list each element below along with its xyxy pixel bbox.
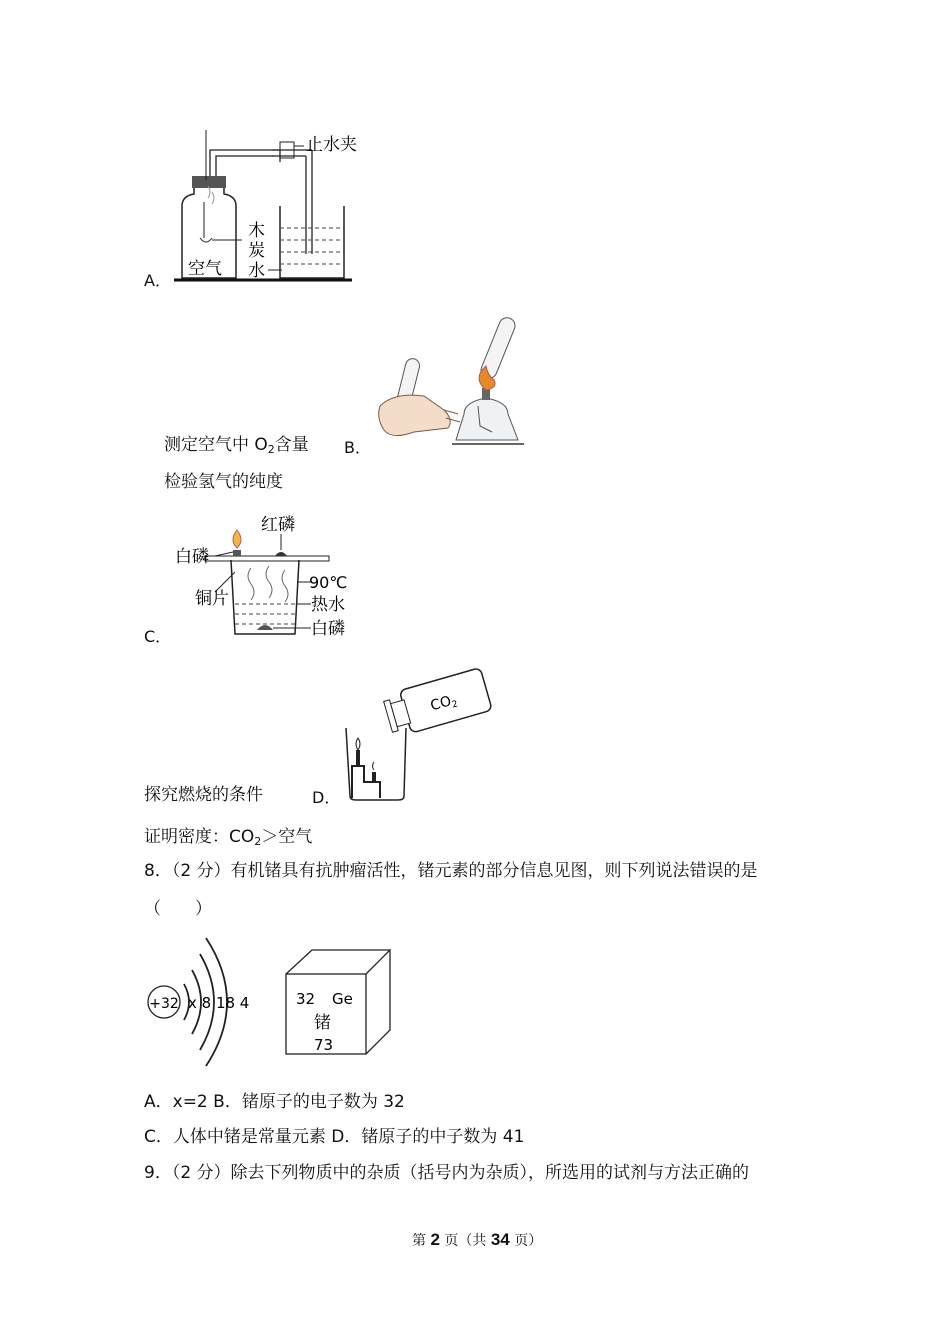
option-a-caption	[164, 434, 309, 461]
footer-post: 页）	[509, 1233, 543, 1249]
page-footer	[412, 1230, 542, 1250]
air-label: 空气	[188, 259, 222, 279]
copper-label: 铜片	[195, 589, 229, 609]
q9-stem: 9．（2 分）除去下列物质中的杂质（括号内为杂质），所选用的试剂与方法正确的	[144, 1163, 750, 1183]
option-b-diagram	[374, 314, 534, 454]
option-d-caption-sub: 2	[254, 835, 262, 848]
option-d-caption-pre: 证明密度：CO	[144, 827, 255, 847]
q8-choices-line-2: C．人体中锗是常量元素 D．锗原子的中子数为 41	[144, 1127, 525, 1147]
option-d-letter: D．	[312, 788, 341, 807]
option-a-caption-post: 含量	[274, 435, 309, 455]
hot-water-label: 热水	[311, 595, 345, 615]
charcoal-label-2: 炭	[248, 241, 265, 261]
clamp-label: 止水夹	[306, 135, 357, 155]
element-name: 锗	[314, 1013, 331, 1033]
electron-shells: x 8 18 4	[188, 994, 250, 1012]
footer-mid: 页（共	[439, 1233, 491, 1249]
option-b-letter: B．	[344, 438, 371, 457]
co2-bottle-label-main: CO	[428, 693, 454, 715]
option-c-letter: C．	[144, 627, 172, 646]
q8-answer-paren: （ ）	[144, 899, 212, 919]
temperature-label: 90℃	[309, 573, 348, 592]
charcoal-label-1: 木	[248, 221, 265, 241]
element-symbol: Ge	[332, 990, 353, 1008]
option-a-diagram	[172, 128, 392, 288]
water-label: 水	[248, 261, 265, 281]
white-phosphorus-bottom-label: 白磷	[311, 619, 345, 639]
co2-bottle-label-sub: 2	[450, 699, 460, 711]
q8-choices-line-1: A．x=2 B．锗原子的电子数为 32	[144, 1092, 405, 1112]
white-phosphorus-top-label: 白磷	[175, 547, 209, 567]
option-a-letter: A．	[144, 271, 171, 290]
footer-pre: 第	[412, 1233, 431, 1249]
element-number: 32	[296, 990, 316, 1008]
nucleus-charge: +32	[149, 996, 179, 1012]
germanium-atom-structure	[144, 932, 254, 1072]
option-b-caption: 检验氢气的纯度	[164, 472, 283, 492]
footer-page-number: 2	[430, 1230, 440, 1249]
q8-stem: 8．（2 分）有机锗具有抗肿瘤活性，锗元素的部分信息见图，则下列说法错误的是	[144, 861, 758, 881]
germanium-element-card	[284, 948, 394, 1058]
option-a-caption-sub: 2	[267, 443, 275, 456]
element-mass: 73	[314, 1036, 334, 1054]
footer-total-pages: 34	[490, 1230, 510, 1249]
option-d-diagram	[344, 666, 494, 806]
red-phosphorus-label: 红磷	[261, 515, 295, 535]
option-d-caption	[144, 826, 312, 853]
option-d-caption-post: ＞空气	[261, 827, 313, 847]
option-c-caption: 探究燃烧的条件	[144, 785, 263, 805]
option-a-caption-pre: 测定空气中 O	[164, 435, 268, 455]
option-c-diagram	[175, 512, 375, 642]
